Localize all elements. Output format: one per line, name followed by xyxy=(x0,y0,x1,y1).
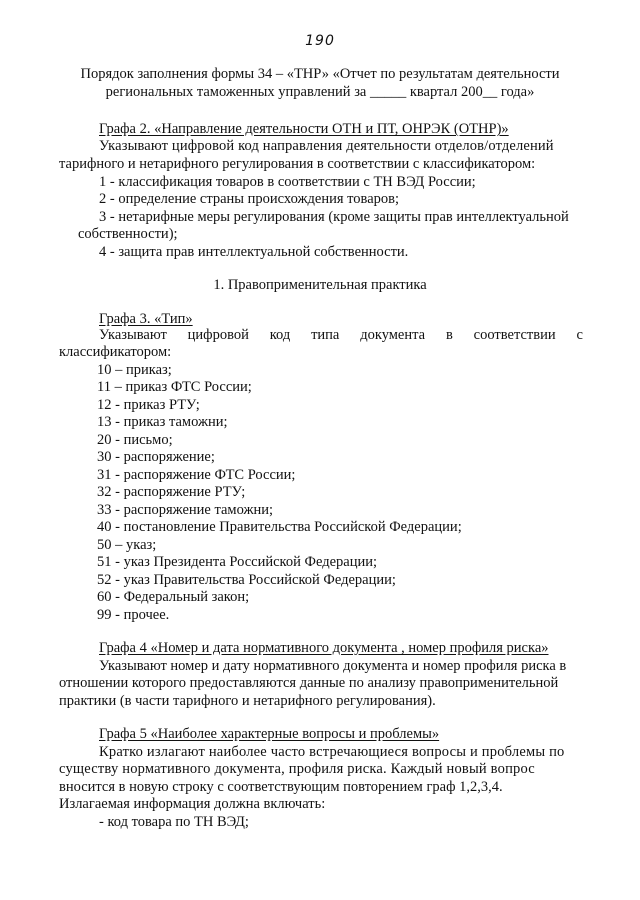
grafa2-item: 2 - определение страны происхождения товаров; xyxy=(99,191,400,207)
intro-word: соответствии xyxy=(473,327,556,343)
grafa4-line: Указывают номер и дату нормативного документа и номер профиля риска в xyxy=(99,658,567,674)
intro-word: Указывают xyxy=(99,327,167,343)
grafa3-item: 11 – приказ ФТС России; xyxy=(97,379,252,395)
grafa2-item: собственности); xyxy=(78,226,178,242)
grafa3-item: 10 – приказ; xyxy=(97,362,172,378)
grafa4-line: отношении которого предоставляются данные по анализу правоприменительной xyxy=(59,675,559,691)
grafa4-heading: Графа 4 «Номер и дата нормативного документа , номер профиля риска» xyxy=(99,640,549,656)
grafa2-item: 1 - классификация товаров в соответствии с ТН ВЭД России; xyxy=(99,174,476,190)
grafa2-heading: Графа 2. «Направление деятельности ОТН и ПТ, ОНРЭК (ОТНР)» xyxy=(99,121,509,137)
grafa2-intro-2: тарифного и нетарифного регулирования в соответствии с классификатором: xyxy=(59,156,536,172)
grafa3-item: 60 - Федеральный закон; xyxy=(97,589,250,605)
intro-word: в xyxy=(445,327,453,343)
grafa5-line: - код товара по ТН ВЭД; xyxy=(99,814,249,830)
grafa3-intro-2: классификатором: xyxy=(59,344,172,360)
grafa3-item: 51 - указ Президента Российской Федерации; xyxy=(97,554,378,570)
intro-word: типа xyxy=(311,327,340,343)
intro-word: с xyxy=(576,327,583,343)
grafa3-item: 52 - указ Правительства Российской Федерации; xyxy=(97,572,396,588)
grafa5-line: Кратко излагают наиболее часто встречающиеся вопросы и проблемы по xyxy=(99,744,565,760)
header-line-1: Порядок заполнения формы 34 – «ТНР» «Отчет по результатам деятельности xyxy=(80,66,560,82)
intro-word: документа xyxy=(360,327,426,343)
header-line-2: региональных таможенных управлений за _____ квартал 200__ года» xyxy=(105,84,535,100)
grafa3-heading: Графа 3. «Тип» xyxy=(99,311,193,327)
grafa2-item: 4 - защита прав интеллектуальной собственности. xyxy=(99,244,409,260)
grafa3-item: 50 – указ; xyxy=(97,537,157,553)
intro-word: цифровой xyxy=(187,327,249,343)
grafa3-item: 99 - прочее. xyxy=(97,607,170,623)
grafa3-item: 32 - распоряжение РТУ; xyxy=(97,484,246,500)
grafa2-intro-1: Указывают цифровой код направления деятельности отделов/отделений xyxy=(99,138,554,154)
grafa2-item: 3 - нетарифные меры регулирования (кроме защиты прав интеллектуальной xyxy=(99,209,569,225)
grafa3-item: 40 - постановление Правительства Российской Федерации; xyxy=(97,519,462,535)
grafa3-item: 31 - распоряжение ФТС России; xyxy=(97,467,296,483)
grafa3-item: 33 - распоряжение таможни; xyxy=(97,502,274,518)
grafa3-item: 12 - приказ РТУ; xyxy=(97,397,200,413)
grafa5-line: существу нормативного документа, профиля риска. Каждый новый вопрос xyxy=(59,761,535,777)
grafa3-item: 30 - распоряжение; xyxy=(97,449,215,465)
grafa5-line: вносится в новую строку с соответствующим повторением граф 1,2,3,4. xyxy=(59,779,503,795)
grafa3-item: 20 - письмо; xyxy=(97,432,173,448)
grafa5-heading: Графа 5 «Наиболее характерные вопросы и проблемы» xyxy=(99,726,440,742)
grafa5-line: Излагаемая информация должна включать: xyxy=(59,796,326,812)
grafa4-line: практики (в части тарифного и нетарифного регулирования). xyxy=(59,693,436,709)
section-title: 1. Правоприменительная практика xyxy=(213,277,427,293)
page-number: 190 xyxy=(305,33,335,49)
grafa3-item: 13 - приказ таможни; xyxy=(97,414,228,430)
grafa3-intro-1 xyxy=(99,327,583,344)
intro-word: код xyxy=(269,327,291,343)
